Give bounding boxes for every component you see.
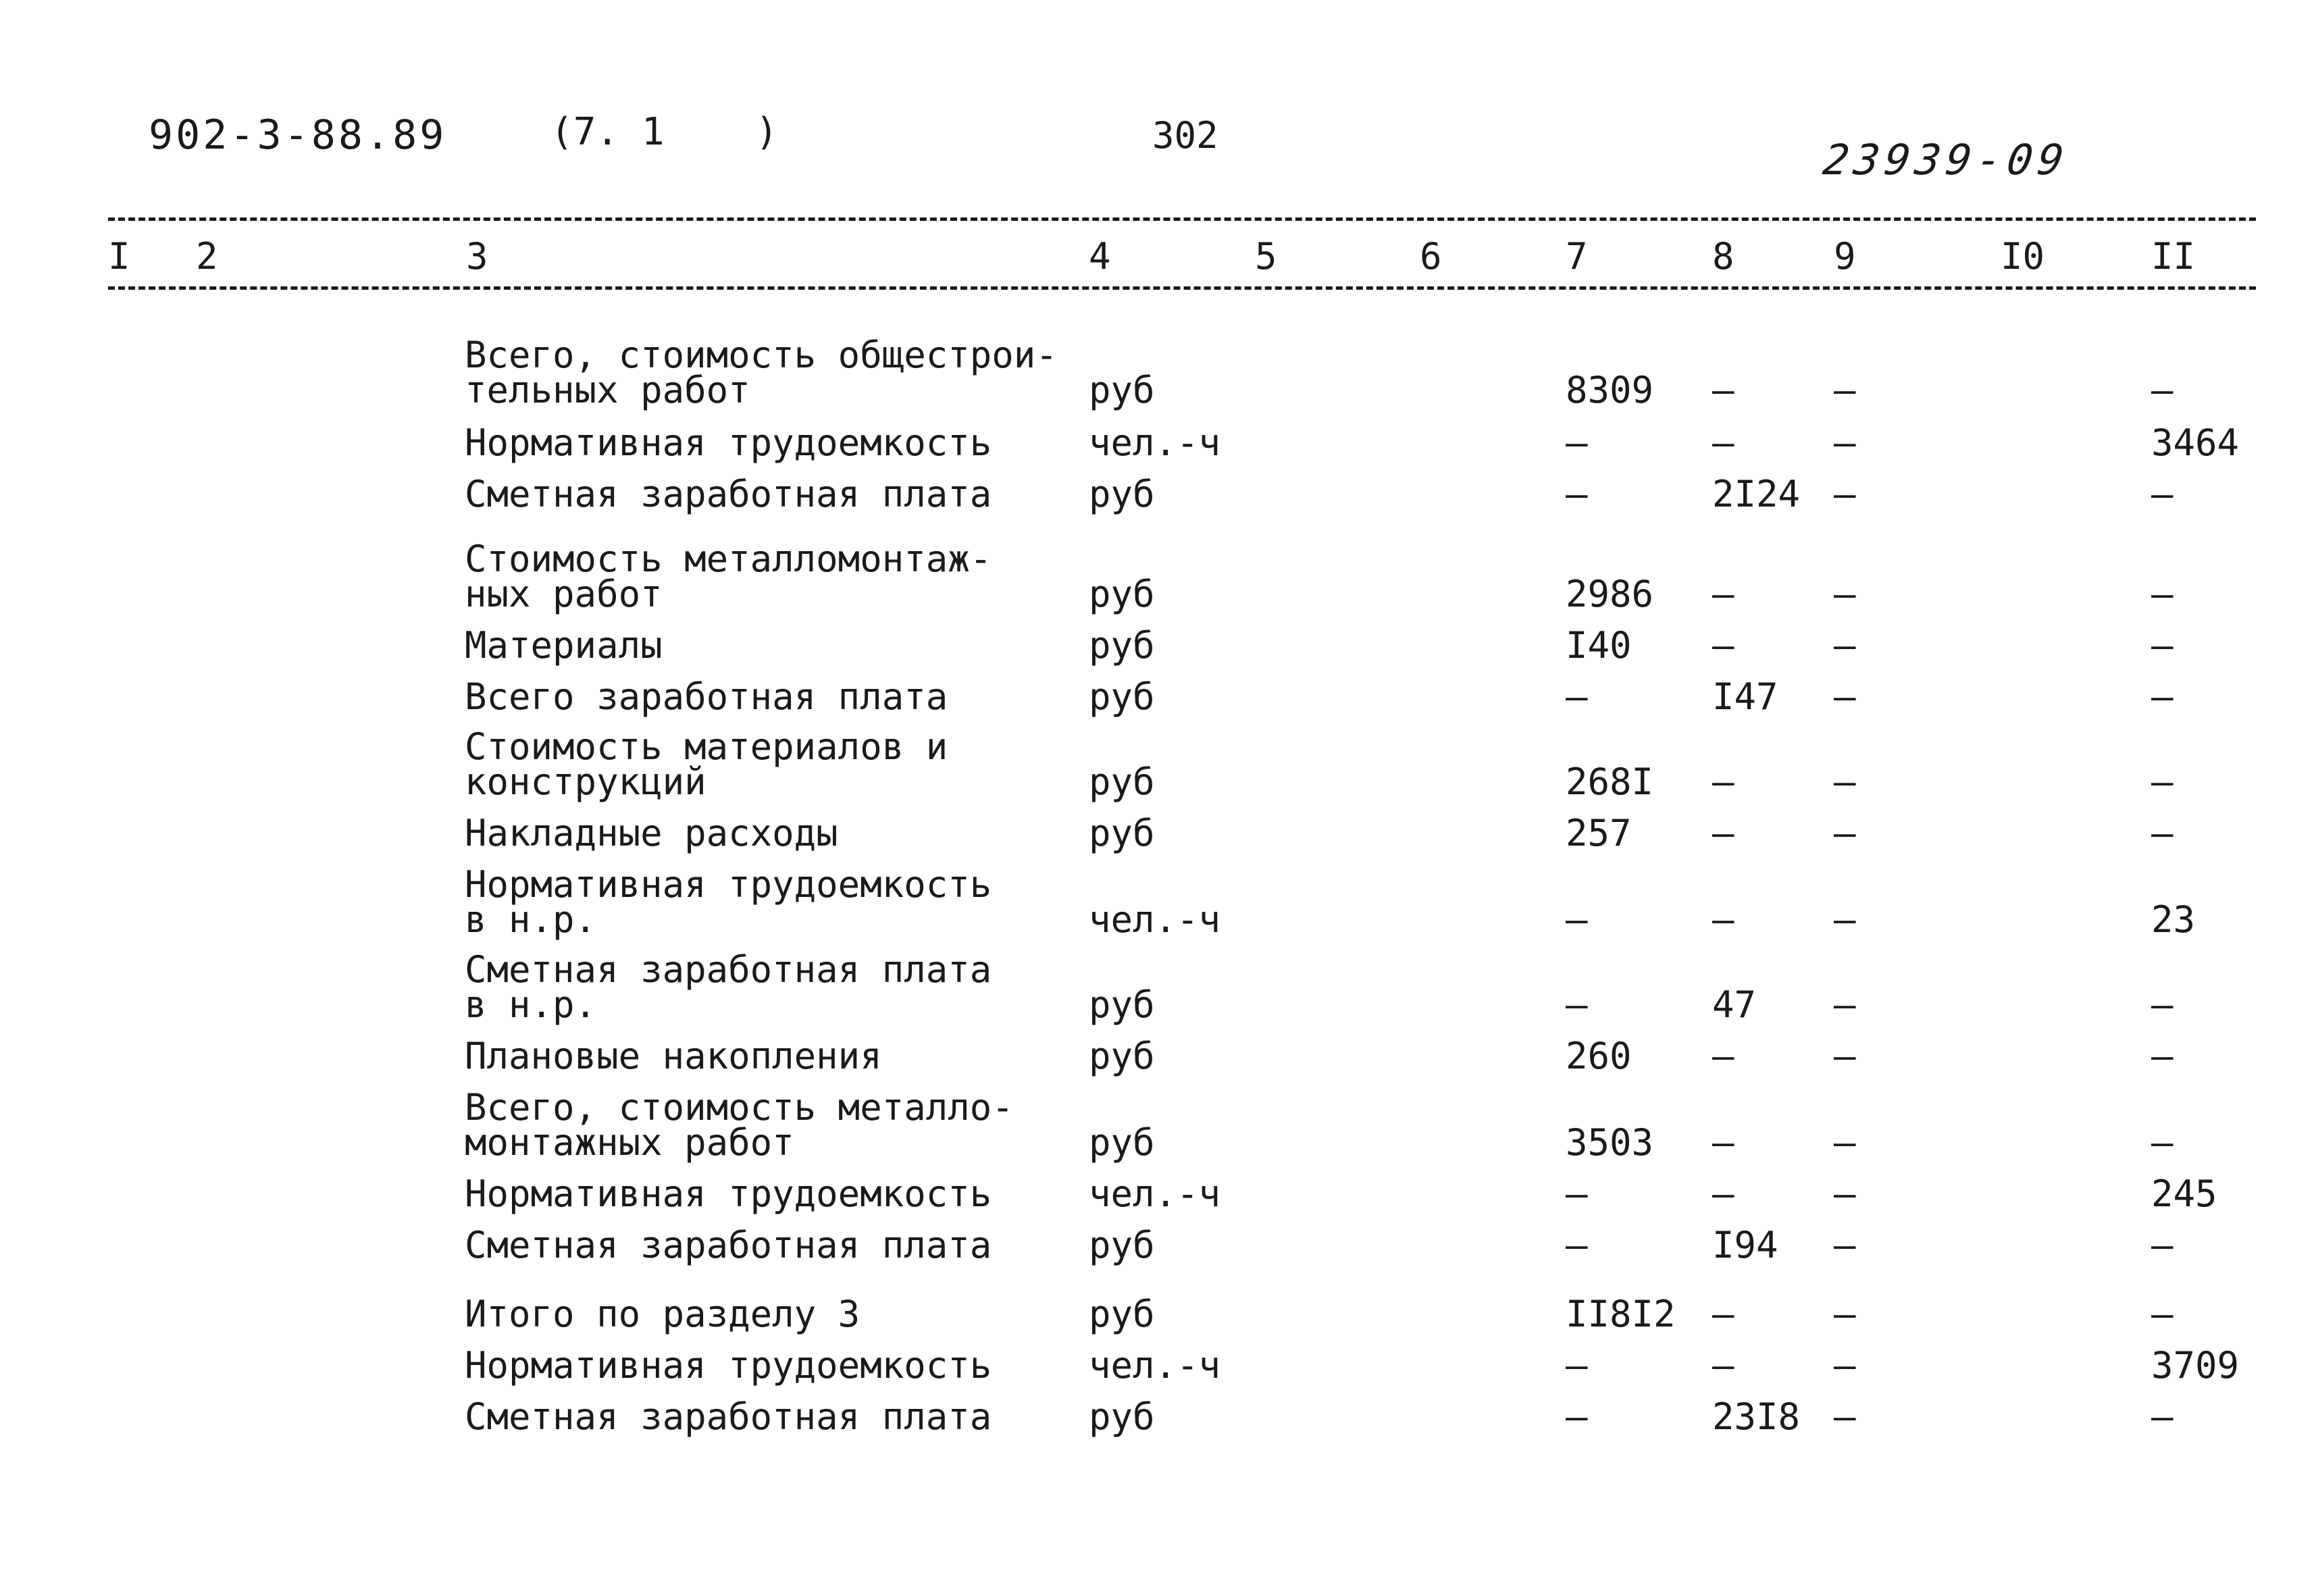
description-line: Итого по разделу 3	[465, 1293, 860, 1335]
document-code: 902-3-88.89	[149, 111, 447, 159]
row-value-col11: –	[2151, 1293, 2174, 1335]
row-value-col8: 2I24	[1712, 473, 1801, 515]
row-value-col11: –	[2151, 573, 2174, 615]
row-description	[465, 1344, 992, 1387]
row-value-col9: –	[1834, 1344, 1856, 1387]
row-unit: руб	[1089, 812, 1155, 854]
row-description	[465, 1293, 860, 1335]
column-header-1: I	[108, 235, 130, 278]
description-line: Нормативная трудоемкость	[465, 1344, 992, 1387]
row-value-col11: 245	[2151, 1173, 2217, 1215]
row-value-col11: –	[2151, 983, 2174, 1026]
row-value-col8: –	[1712, 369, 1734, 411]
row-value-col7: 8309	[1566, 369, 1654, 411]
column-header-3: 3	[466, 235, 488, 278]
description-line: Нормативная трудоемкость	[465, 1173, 992, 1215]
row-unit: руб	[1089, 1224, 1155, 1266]
row-value-col7: –	[1566, 1395, 1588, 1438]
row-value-col7: –	[1566, 1224, 1588, 1266]
row-value-col11: –	[2151, 1035, 2174, 1077]
column-header-10: I0	[2001, 235, 2045, 278]
row-value-col7: 257	[1566, 812, 1632, 854]
row-value-col8: –	[1712, 1121, 1734, 1164]
row-value-col11: –	[2151, 761, 2174, 803]
row-value-col11: 23	[2151, 898, 2196, 941]
row-value-col9: –	[1834, 369, 1856, 411]
column-header-2: 2	[196, 235, 218, 278]
description-line: Нормативная трудоемкость	[465, 421, 992, 464]
description-line: конструкций	[465, 761, 706, 803]
column-header-5: 5	[1255, 235, 1277, 278]
row-description	[465, 1173, 992, 1215]
row-value-col8: –	[1712, 898, 1734, 941]
row-unit: чел.-ч	[1089, 1344, 1221, 1387]
column-header-7: 7	[1566, 235, 1588, 278]
row-description	[465, 1086, 1014, 1164]
row-value-col7: II8I2	[1566, 1293, 1676, 1335]
row-description	[465, 725, 948, 803]
column-header-9: 9	[1834, 235, 1856, 278]
description-line: Накладные расходы	[465, 812, 838, 854]
row-value-col8: –	[1712, 812, 1734, 854]
row-value-col11: –	[2151, 473, 2174, 515]
row-unit: руб	[1089, 1395, 1155, 1438]
row-unit: руб	[1089, 1121, 1155, 1164]
row-value-col9: –	[1834, 983, 1856, 1026]
description-line: монтажных работ	[465, 1121, 794, 1164]
row-value-col8: 23I8	[1712, 1395, 1801, 1438]
row-value-col11: 3709	[2151, 1344, 2240, 1387]
row-description	[465, 1035, 882, 1077]
description-line: Стоимость металломонтаж-	[465, 538, 992, 580]
description-line: Материалы	[465, 624, 663, 667]
column-header-11: II	[2151, 235, 2196, 278]
row-unit: руб	[1089, 675, 1155, 718]
row-value-col7: –	[1566, 898, 1588, 941]
row-value-col8: –	[1712, 1035, 1734, 1077]
row-value-col7: –	[1566, 983, 1588, 1026]
row-value-col8: 47	[1712, 983, 1757, 1026]
row-description	[465, 421, 992, 464]
row-value-col9: –	[1834, 1173, 1856, 1215]
row-description	[465, 1395, 992, 1438]
sheet-reference: (7. 1 )	[550, 110, 779, 154]
description-line: Сметная заработная плата	[465, 1224, 992, 1266]
row-value-col11: –	[2151, 1224, 2174, 1266]
column-header-4: 4	[1089, 235, 1111, 278]
row-value-col11: –	[2151, 1395, 2174, 1438]
row-value-col11: –	[2151, 1121, 2174, 1164]
row-unit: руб	[1089, 624, 1155, 667]
row-description	[465, 538, 992, 615]
row-value-col9: –	[1834, 624, 1856, 667]
row-value-col9: –	[1834, 573, 1856, 615]
row-value-col8: –	[1712, 1173, 1734, 1215]
column-header-8: 8	[1712, 235, 1734, 278]
row-value-col9: –	[1834, 1035, 1856, 1077]
row-description	[465, 863, 992, 941]
row-description	[465, 812, 838, 854]
row-value-col9: –	[1834, 1293, 1856, 1335]
row-value-col11: –	[2151, 624, 2174, 667]
row-value-col8: –	[1712, 421, 1734, 464]
row-value-col7: –	[1566, 421, 1588, 464]
header-top-rule	[108, 217, 2256, 221]
row-description	[465, 675, 948, 718]
row-value-col9: –	[1834, 1395, 1856, 1438]
row-unit: руб	[1089, 369, 1155, 411]
row-value-col9: –	[1834, 421, 1856, 464]
row-description	[465, 948, 992, 1026]
row-value-col11: 3464	[2151, 421, 2240, 464]
row-unit: чел.-ч	[1089, 898, 1221, 941]
row-unit: руб	[1089, 473, 1155, 515]
row-value-col9: –	[1834, 812, 1856, 854]
description-line: Сметная заработная плата	[465, 1395, 992, 1438]
description-line: Сметная заработная плата	[465, 948, 992, 991]
row-value-col8: –	[1712, 1293, 1734, 1335]
row-value-col7: 2986	[1566, 573, 1654, 615]
row-value-col7: 260	[1566, 1035, 1632, 1077]
row-value-col8: I47	[1712, 675, 1778, 718]
row-value-col7: –	[1566, 675, 1588, 718]
row-value-col11: –	[2151, 369, 2174, 411]
row-value-col11: –	[2151, 812, 2174, 854]
row-unit: руб	[1089, 573, 1155, 615]
row-description	[465, 473, 992, 515]
description-line: ных работ	[465, 573, 663, 615]
description-line: Нормативная трудоемкость	[465, 863, 992, 906]
row-value-col11: –	[2151, 675, 2174, 718]
registration-number: 23939-09	[1820, 135, 2072, 184]
row-value-col9: –	[1834, 473, 1856, 515]
row-value-col7: –	[1566, 1173, 1588, 1215]
description-line: Стоимость материалов и	[465, 725, 948, 768]
row-unit: руб	[1089, 1035, 1155, 1077]
row-unit: руб	[1089, 1293, 1155, 1335]
row-unit: руб	[1089, 761, 1155, 803]
row-unit: чел.-ч	[1089, 421, 1221, 464]
row-value-col7: I40	[1566, 624, 1632, 667]
row-unit: руб	[1089, 983, 1155, 1026]
description-line: Плановые накопления	[465, 1035, 882, 1077]
row-value-col8: –	[1712, 1344, 1734, 1387]
row-value-col9: –	[1834, 898, 1856, 941]
header-bottom-rule	[108, 286, 2256, 290]
row-description	[465, 624, 663, 667]
row-value-col9: –	[1834, 1224, 1856, 1266]
row-value-col8: –	[1712, 573, 1734, 615]
description-line: в н.р.	[465, 898, 597, 941]
description-line: тельных работ	[465, 369, 750, 411]
row-value-col8: I94	[1712, 1224, 1778, 1266]
row-value-col9: –	[1834, 675, 1856, 718]
description-line: Всего заработная плата	[465, 675, 948, 718]
page-number: 302	[1152, 114, 1218, 157]
row-value-col7: 268I	[1566, 761, 1654, 803]
row-value-col9: –	[1834, 761, 1856, 803]
description-line: Всего, стоимость общестрои-	[465, 334, 1058, 376]
row-description	[465, 334, 1058, 411]
description-line: Сметная заработная плата	[465, 473, 992, 515]
row-unit: чел.-ч	[1089, 1173, 1221, 1215]
column-header-6: 6	[1420, 235, 1442, 278]
row-value-col7: 3503	[1566, 1121, 1654, 1164]
description-line: в н.р.	[465, 983, 597, 1026]
row-value-col7: –	[1566, 473, 1588, 515]
row-value-col8: –	[1712, 761, 1734, 803]
row-description	[465, 1224, 992, 1266]
row-value-col8: –	[1712, 624, 1734, 667]
row-value-col9: –	[1834, 1121, 1856, 1164]
description-line: Всего, стоимость металло-	[465, 1086, 1014, 1129]
row-value-col7: –	[1566, 1344, 1588, 1387]
